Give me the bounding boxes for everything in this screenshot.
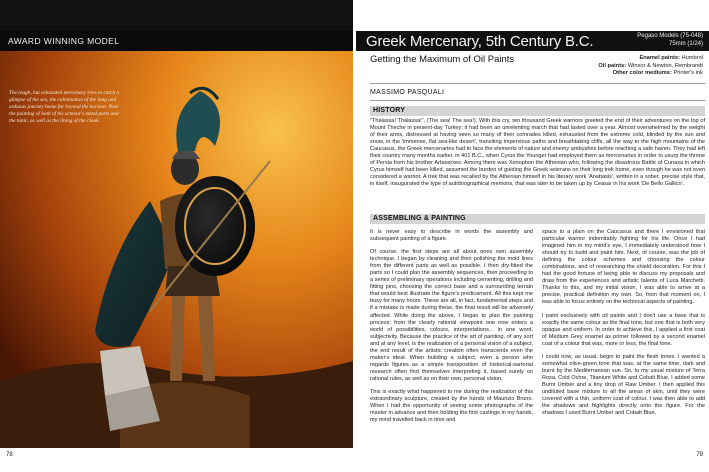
col2-paragraph-2: I paint exclusively with oil paints and I don't use a base that is exactly the same colour as the final tone, but one that is both very opaque and uniform. In order to achieve this, I applied a first coat of Medium Grey enamel as primer followed by a second enamel coat of a colour that was, more or less, the final tone.	[542, 312, 705, 347]
page-number-right: 79	[696, 452, 703, 458]
col1-paragraph-3: This is exactly what happened to me during the realization of this extraordinary sculpture, created by the hands of Maurizio Bruno. When I had the opportunity of seeing some photographs of the master in advance and then holding the first castings in my hands, my mind travelled back in time and	[370, 388, 533, 424]
paints-enamel-value: Humbrol	[681, 55, 703, 61]
paints-oil-label: Oil paints:	[598, 62, 627, 69]
paints-other-value: Printer's ink	[673, 70, 703, 76]
right-page	[356, 0, 709, 472]
model-maker: Pegaso Models (75-048)	[637, 33, 703, 39]
model-info	[637, 33, 703, 48]
column-left	[370, 229, 533, 430]
model-scale: 75mm (1/24)	[668, 40, 703, 47]
paints-enamel	[598, 55, 703, 63]
photo-caption: The tough, but exhausted mercenary tries to catch a glimpse of the sea, the culmination of the long and arduous journey home far beyond the horizon. Note the painting of both of his armour's metal parts and the tunic, as well as the lining of the cloak.	[9, 90, 119, 124]
article-subtitle: Getting the Maximum of Oil Paints	[370, 54, 515, 65]
col2-paragraph-1: space to a plain on the Caucasus and there I envisioned that particular warrior indomitably fighting for his life. Once I had imagined him in my mind's eye, I immediately understood how I should try to build and paint him. Next, of course, was the job of defining the colour schemes and choosing the colour combinations, and of researching the shield decoration. For this I had the good fortune of being able to discuss my proposals and draw from the experiences and artistic talents of Luca Marchetti. Thanks to this, and my initial vision, I was able to arrive at a precise, practical definition my own. So, from that moment on, I was able to focus entirely on the technical aspects of painting.	[542, 229, 705, 306]
rule-author	[370, 100, 705, 101]
left-page	[0, 0, 353, 472]
history-heading-bar	[370, 106, 705, 116]
page-number-left: 78	[6, 452, 13, 458]
col1-paragraph-2: Of course, the first steps are all about ones own assembly technique. I began by cleaning and then polishing the mold lines from the different parts as well as possible. I then dry-fitted the parts so I could plan the assembly sequences, then proceeding to a series of preliminary operations including cementing, drilling and fitting pins, choosing the correct base and a surrounding terrain that would best illustrate the figure's predicament. All this kept me busy for many hours. These are all, in fact, fundamental steps and if a mistake is made during these, the final result will be adversely affected. While doing the above, I began to plan the painting process; from the clearly rational viewpoint one now enters a world of possibilities, colours, interpretations... in one word, subjectivity. Because the practice of the art of painting, of any sort and at any level, is the realization of a personal vision of a subject, the end result of the artistic creation often transcends even the maker's ideal. When building a subject, even a person who regards figures as a simple transposition of historical-sartorial research often find themselves interpreting it, based surely on rational rules, as well as on their own, personal vision.	[370, 249, 533, 382]
history-paragraph: "Thalassa! Thalassa!", (The sea! The sea!). With this cry, ten thousand Greek warriors greeted the end of their adventures on the top of Mount Theche in present-day Turkey; it had been an unrelenting march that had lasted over a year. Almost overwhelmed by the weight of their arms, distressed at having seen so many of their comrades killed, exhausted from the extreme cold, blinded by the sun and snow, in the 'immense, flat sea-like desert', transiting impervious paths and breathtaking cliffs, all the way to the high mountains of the Caucasus, the Greek mercenaries had to face the elements of nature and enemy ambushes before reaching a safe haven. They had left their country many months earlier, in 401 B.C., when Cyrus the Younger had employed them as mercenaries in order to usurp the throne of Persia from his brother Artaxerxes. Among them was Xenophon the Athenian who, following the disastrous Battle of Cunaxa in which Cyrus himself had been killed, assumed the burden of guiding the Greek veterans on their long trek home, even though he was not even considered a warrior. A trek that was recalled by the Athenian himself in his literary work 'Anabasis', written in a sober, precise style that, in itself, inaugurated the type of autobiographical memoirs, that was later to be taken up by Ceasar in his work 'De Bello Gallico'.	[370, 118, 705, 188]
history-body	[370, 118, 705, 188]
paints-enamel-label: Enamel paints:	[639, 55, 680, 61]
paints-oil	[598, 63, 703, 71]
paints-other-label: Other color mediums:	[612, 70, 672, 76]
author-name: MASSIMO PASQUALI	[370, 89, 445, 96]
col2-paragraph-3: I could now, as usual, begin to paint the flesh tones. I wanted a somewhat olive-green tone that was, at the same time, dark and burnt by the Mediterranean sun. So, to my usual mixture of Terra Rosa, Cold Ochre, Titanium White and Cobalt Blue, I added some Burnt Umber and a tiny drop of Raw Umber. I then applied this undiluted base mixture to all the areas of skin, until they were covered with a thin, uniform coat of colour. I was then able to add the shadows and highlights directly onto the figure. For the shadows I used Burnt Umber and Cobalt Blue,	[542, 353, 705, 417]
paints-list	[598, 55, 703, 78]
rule-top	[370, 83, 705, 84]
history-heading: HISTORY	[373, 107, 406, 114]
article-title: Greek Mercenary, 5th Century B.C.	[366, 33, 594, 50]
paints-oil-value: Winsor & Newton, Rembrandt	[627, 62, 703, 69]
left-footer	[0, 448, 353, 472]
column-right	[542, 229, 705, 423]
paints-other	[598, 70, 703, 78]
section-label: AWARD WINNING MODEL	[8, 36, 120, 46]
assembling-heading: ASSEMBLING & PAINTING	[373, 215, 466, 222]
col1-paragraph-1: It is never easy to describe in words the assembly and subsequent painting of a figure.	[370, 229, 533, 243]
